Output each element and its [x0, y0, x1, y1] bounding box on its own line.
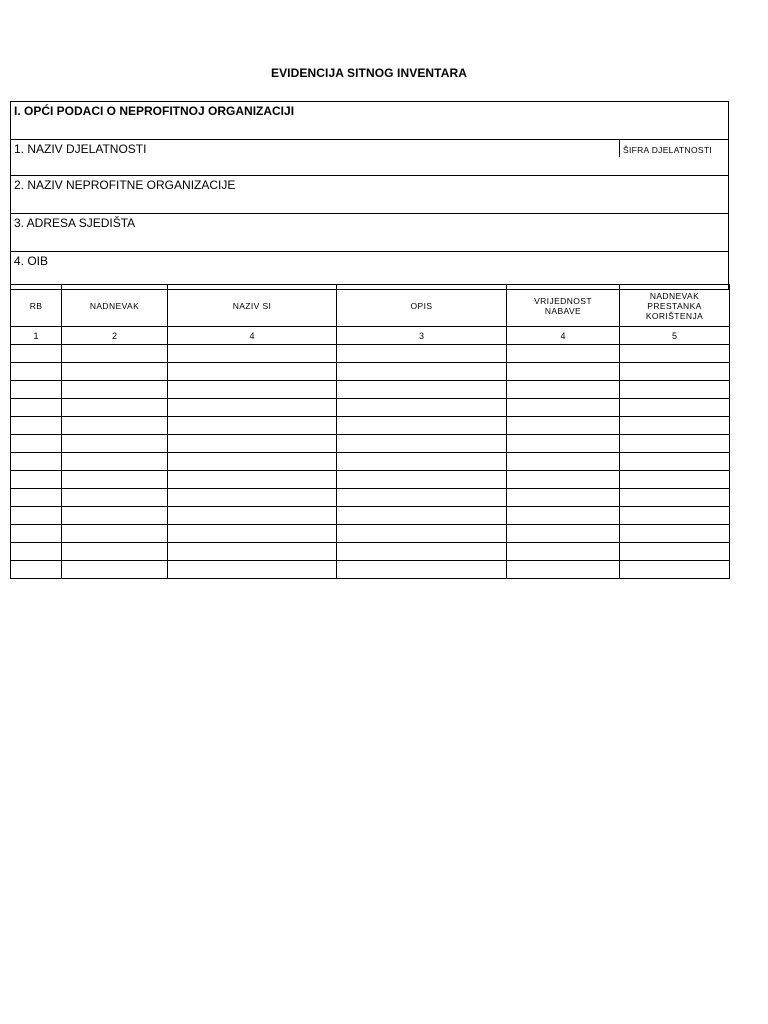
col-header-nadnevak-prestanka: [620, 285, 730, 327]
table-cell[interactable]: [168, 471, 337, 489]
table-row: [11, 399, 730, 417]
table-cell[interactable]: [337, 543, 507, 561]
table-cell[interactable]: [337, 363, 507, 381]
field-naziv-organizacije[interactable]: 2. NAZIV NEPROFITNE ORGANIZACIJE: [11, 176, 729, 214]
table-cell[interactable]: [11, 543, 62, 561]
field-adresa-sjedista[interactable]: 3. ADRESA SJEDIŠTA: [11, 214, 729, 252]
table-cell[interactable]: [62, 345, 168, 363]
column-number: 3: [337, 327, 507, 345]
col-header-naziv-si: NAZIV SI: [168, 285, 337, 327]
table-cell[interactable]: [168, 525, 337, 543]
col-header-vrijednost-nabave: [507, 285, 620, 327]
field-naziv-djelatnosti[interactable]: [11, 140, 729, 176]
table-cell[interactable]: [11, 525, 62, 543]
col-header-prestanak-line3: KORIŠTENJA: [645, 310, 704, 321]
table-cell[interactable]: [620, 525, 730, 543]
table-cell[interactable]: [620, 471, 730, 489]
table-cell[interactable]: [168, 399, 337, 417]
table-cell[interactable]: [62, 489, 168, 507]
col-header-opis: OPIS: [337, 285, 507, 327]
table-row: [11, 381, 730, 399]
table-cell[interactable]: [507, 417, 620, 435]
table-cell[interactable]: [337, 381, 507, 399]
table-cell[interactable]: [507, 381, 620, 399]
table-cell[interactable]: [507, 489, 620, 507]
table-header-row: [11, 285, 730, 327]
table-cell[interactable]: [62, 453, 168, 471]
table-cell[interactable]: [507, 543, 620, 561]
table-cell[interactable]: [11, 453, 62, 471]
table-cell[interactable]: [62, 417, 168, 435]
col-header-prestanak-line1: NADNEVAK: [649, 290, 700, 301]
table-cell[interactable]: [620, 489, 730, 507]
table-cell[interactable]: [168, 435, 337, 453]
table-cell[interactable]: [620, 345, 730, 363]
column-number: 5: [620, 327, 730, 345]
table-cell[interactable]: [11, 345, 62, 363]
table-cell[interactable]: [507, 345, 620, 363]
table-row: [11, 507, 730, 525]
table-row: [11, 363, 730, 381]
col-header-vrijednost-line1: VRIJEDNOST: [534, 295, 592, 306]
table-cell[interactable]: [11, 381, 62, 399]
table-cell[interactable]: [337, 489, 507, 507]
table-cell[interactable]: [11, 363, 62, 381]
column-number: 4: [507, 327, 620, 345]
table-cell[interactable]: [168, 417, 337, 435]
table-cell[interactable]: [620, 363, 730, 381]
table-row: [11, 471, 730, 489]
table-cell[interactable]: [507, 399, 620, 417]
table-cell[interactable]: [62, 435, 168, 453]
table-cell[interactable]: [11, 561, 62, 579]
table-cell[interactable]: [62, 561, 168, 579]
table-cell[interactable]: [507, 363, 620, 381]
col-header-rb: RB: [11, 285, 62, 327]
table-cell[interactable]: [337, 561, 507, 579]
table-cell[interactable]: [507, 561, 620, 579]
table-row: [11, 525, 730, 543]
table-cell[interactable]: [620, 543, 730, 561]
col-header-nadnevak: NADNEVAK: [62, 285, 168, 327]
field-sifra-djelatnosti[interactable]: ŠIFRA DJELATNOSTI: [619, 140, 728, 157]
table-cell[interactable]: [620, 507, 730, 525]
table-cell[interactable]: [168, 561, 337, 579]
col-header-vrijednost-line2: NABAVE: [544, 305, 582, 316]
table-cell[interactable]: [337, 471, 507, 489]
table-cell[interactable]: [337, 417, 507, 435]
table-row: [11, 489, 730, 507]
table-cell[interactable]: [11, 471, 62, 489]
table-cell[interactable]: [168, 345, 337, 363]
general-info-table: [10, 101, 729, 290]
table-row: [11, 543, 730, 561]
section-title: I. OPĆI PODACI O NEPROFITNOJ ORGANIZACIJI: [11, 102, 729, 140]
table-cell[interactable]: [507, 507, 620, 525]
table-cell[interactable]: [507, 525, 620, 543]
table-cell[interactable]: [620, 399, 730, 417]
field-label-naziv-djelatnosti: 1. NAZIV DJELATNOSTI: [14, 142, 147, 156]
table-cell[interactable]: [168, 381, 337, 399]
table-row: [11, 561, 730, 579]
table-cell[interactable]: [620, 453, 730, 471]
table-row: [11, 345, 730, 363]
table-cell[interactable]: [11, 507, 62, 525]
table-cell[interactable]: [620, 561, 730, 579]
table-cell[interactable]: [62, 507, 168, 525]
table-cell[interactable]: [62, 399, 168, 417]
table-row: [11, 417, 730, 435]
table-cell[interactable]: [11, 489, 62, 507]
table-cell[interactable]: [62, 471, 168, 489]
column-number-row: [11, 327, 730, 345]
table-cell[interactable]: [507, 471, 620, 489]
table-cell[interactable]: [168, 489, 337, 507]
table-cell[interactable]: [337, 399, 507, 417]
table-cell[interactable]: [11, 399, 62, 417]
table-cell[interactable]: [168, 453, 337, 471]
table-cell[interactable]: [337, 345, 507, 363]
column-number: 2: [62, 327, 168, 345]
table-cell[interactable]: [168, 507, 337, 525]
table-cell[interactable]: [507, 435, 620, 453]
table-cell[interactable]: [62, 363, 168, 381]
table-row: [11, 453, 730, 471]
table-cell[interactable]: [11, 435, 62, 453]
field-oib[interactable]: 4. OIB: [11, 252, 729, 290]
table-cell[interactable]: [620, 435, 730, 453]
inventory-table: [10, 284, 730, 579]
table-cell[interactable]: [337, 525, 507, 543]
table-row: [11, 435, 730, 453]
table-cell[interactable]: [11, 417, 62, 435]
document-title: EVIDENCIJA SITNOG INVENTARA: [270, 66, 468, 80]
table-cell[interactable]: [337, 507, 507, 525]
table-cell[interactable]: [507, 453, 620, 471]
table-cell[interactable]: [620, 417, 730, 435]
table-cell[interactable]: [62, 525, 168, 543]
table-cell[interactable]: [168, 363, 337, 381]
table-cell[interactable]: [62, 381, 168, 399]
table-cell[interactable]: [337, 435, 507, 453]
table-cell[interactable]: [337, 453, 507, 471]
table-cell[interactable]: [620, 381, 730, 399]
table-cell[interactable]: [62, 543, 168, 561]
table-cell[interactable]: [168, 543, 337, 561]
column-number: 1: [11, 327, 62, 345]
column-number: 4: [168, 327, 337, 345]
col-header-prestanak-line2: PRESTANKA: [647, 300, 702, 311]
